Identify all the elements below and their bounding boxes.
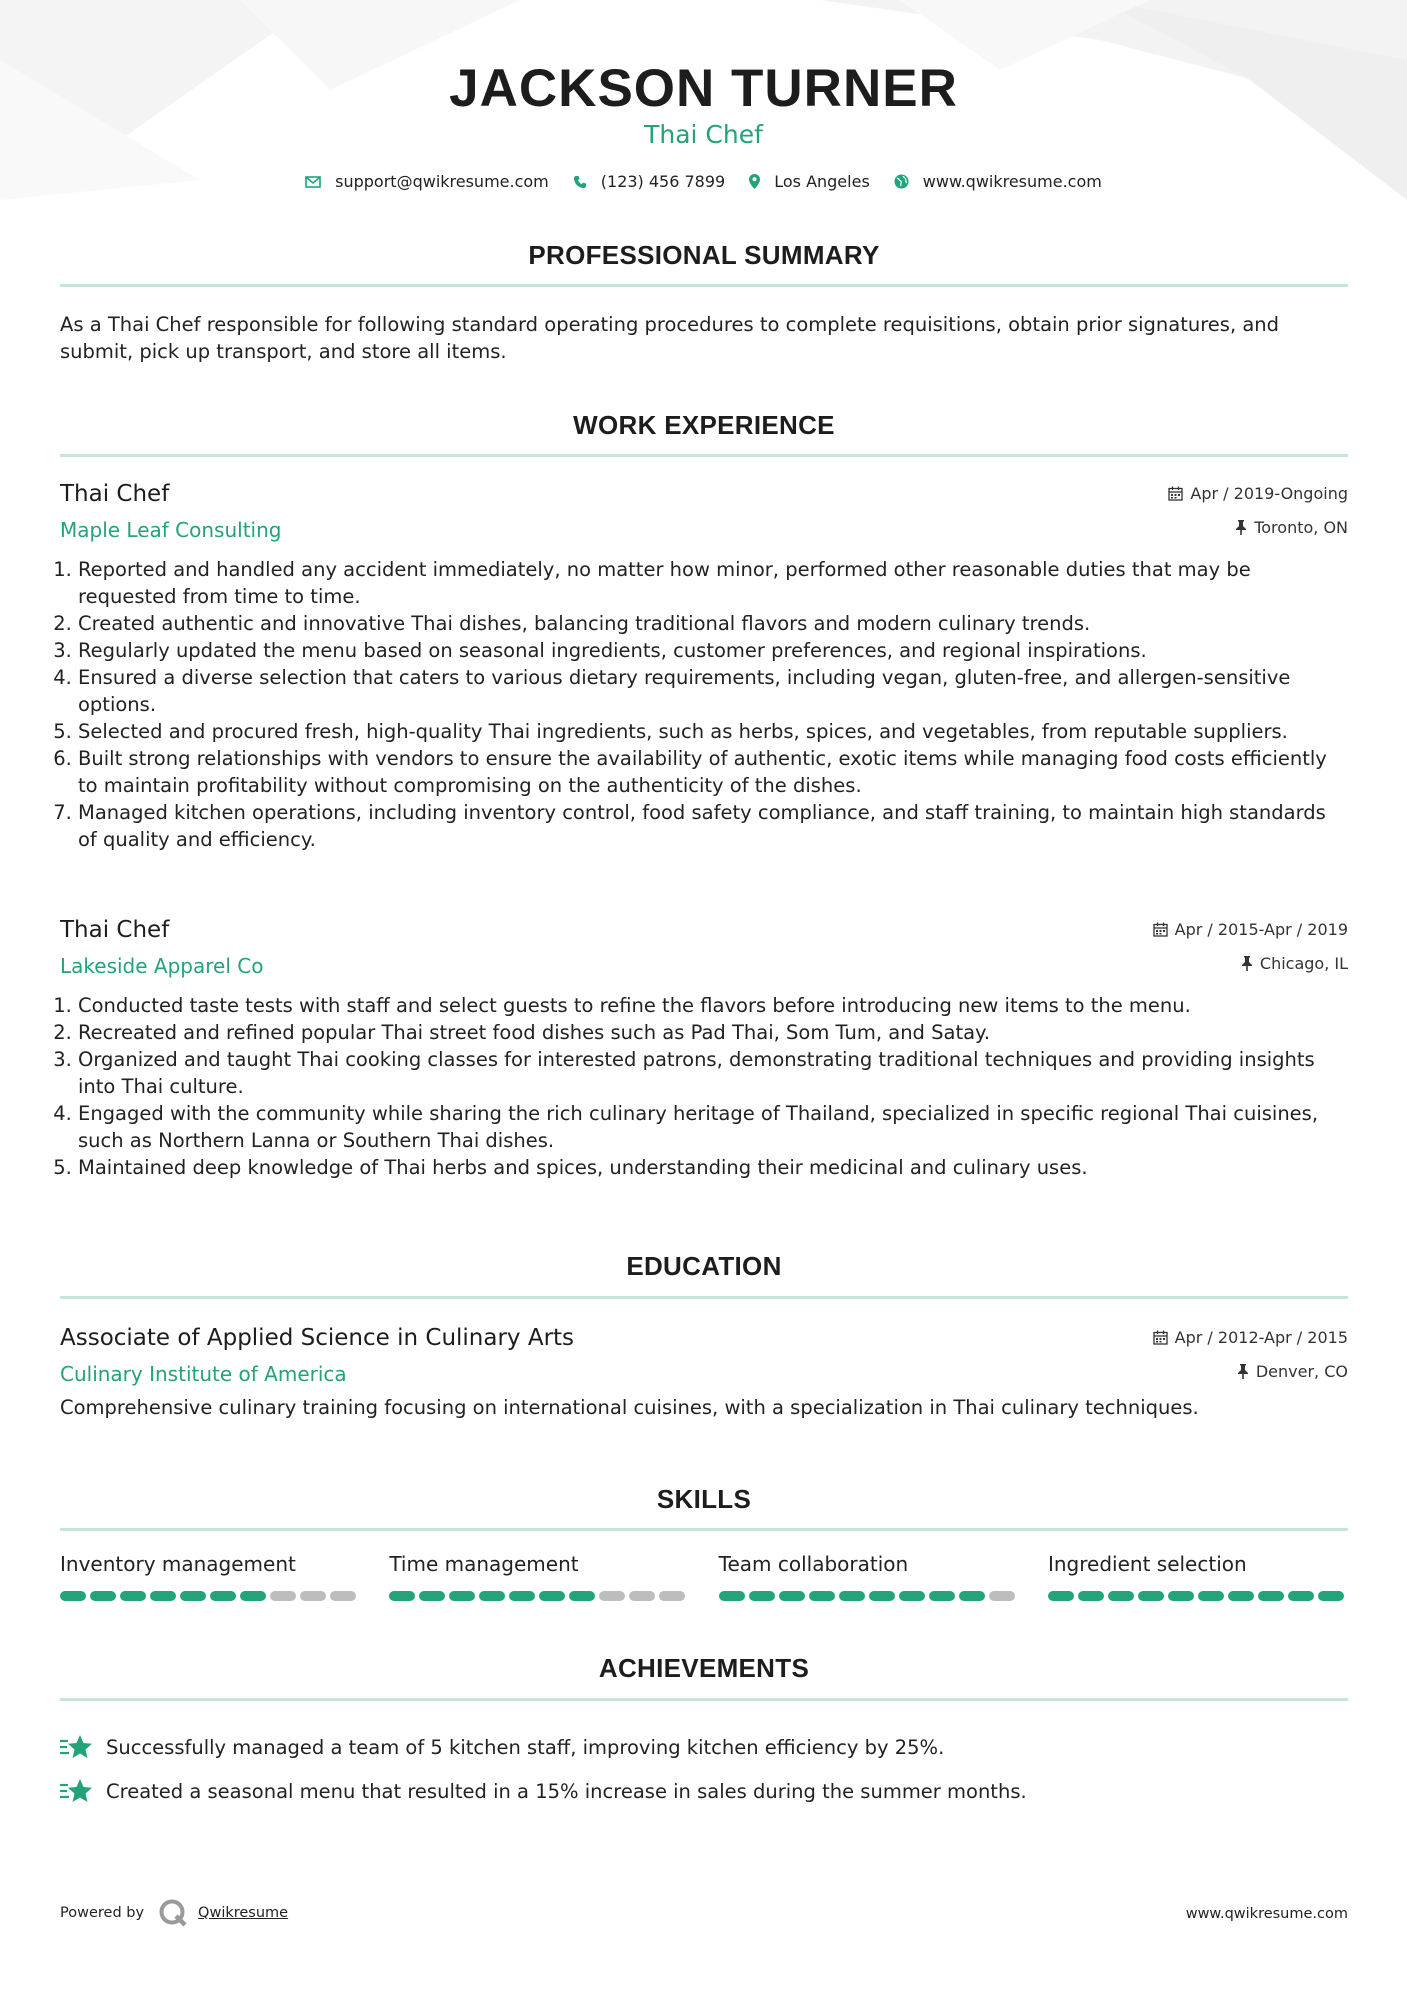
skill-dot-filled: [569, 1591, 595, 1601]
contact-website-text: www.qwikresume.com: [922, 172, 1102, 191]
skill-item: [1048, 1552, 1348, 1601]
phone-icon: [573, 175, 587, 189]
job-company: Maple Leaf Consulting: [60, 518, 282, 542]
job-title: Thai Chef: [60, 917, 170, 943]
education-date-text: Apr / 2012-Apr / 2015: [1174, 1328, 1348, 1347]
education-divider: [60, 1296, 1348, 1299]
contact-location-text: Los Angeles: [774, 172, 870, 191]
job-bullet: 6. Built strong relationships with vendors to ensure the availability of authentic, exotic items while managing food costs efficiently to maintain profitability without compromising on the authenticity of the dishes.: [78, 745, 1348, 799]
skill-dot-filled: [389, 1591, 415, 1601]
job-location-text: Toronto, ON: [1254, 518, 1348, 537]
job-bullet: 5. Maintained deep knowledge of Thai herbs and spices, understanding their medicinal and culinary uses.: [78, 1154, 1348, 1181]
skill-dot-filled: [719, 1591, 745, 1601]
skill-dot-filled: [1288, 1591, 1314, 1601]
skill-dot-filled: [60, 1591, 86, 1601]
contact-bar: [0, 172, 1407, 191]
calendar-icon: [1153, 1330, 1168, 1345]
job-location-text: Chicago, IL: [1259, 954, 1348, 973]
job-title: Thai Chef: [60, 481, 170, 507]
work-section-title: WORK EXPERIENCE: [573, 410, 835, 440]
skill-dot-filled: [959, 1591, 985, 1601]
job-location: [1235, 518, 1348, 537]
job-location: [1241, 954, 1348, 973]
contact-website[interactable]: [894, 172, 1102, 191]
job-entry-1: [60, 476, 1348, 853]
achievement-item: [60, 1725, 1348, 1769]
skills-section-title: SKILLS: [656, 1484, 752, 1514]
skill-dot-empty: [989, 1591, 1015, 1601]
skill-dot-filled: [90, 1591, 116, 1601]
skill-dot-filled: [899, 1591, 925, 1601]
job-date: [1153, 920, 1348, 939]
calendar-icon: [1168, 486, 1183, 501]
skill-name: Team collaboration: [718, 1552, 909, 1576]
summary-section-title: PROFESSIONAL SUMMARY: [528, 240, 880, 270]
skill-rating: [389, 1591, 689, 1601]
education-location: [1237, 1362, 1348, 1381]
skill-dot-filled: [150, 1591, 176, 1601]
skill-dot-filled: [1078, 1591, 1104, 1601]
skill-rating: [1048, 1591, 1348, 1601]
envelope-icon: [305, 176, 321, 188]
skill-dot-empty: [629, 1591, 655, 1601]
job-date-text: Apr / 2015-Apr / 2019: [1174, 920, 1348, 939]
candidate-role: Thai Chef: [644, 120, 763, 149]
contact-location: [749, 172, 870, 191]
skills-divider: [60, 1528, 1348, 1531]
job-bullet: 4. Ensured a diverse selection that caters to various dietary requirements, including vegan, gluten-free, and allergen-sensitive options.: [78, 664, 1348, 718]
skill-rating: [60, 1591, 360, 1601]
skill-rating: [719, 1591, 1019, 1601]
skill-dot-filled: [180, 1591, 206, 1601]
job-bullet: 1. Reported and handled any accident immediately, no matter how minor, performed other reasonable duties that may be requested from time to time.: [78, 556, 1348, 610]
contact-email-text: support@qwikresume.com: [335, 172, 549, 191]
calendar-icon: [1153, 922, 1168, 937]
powered-by-label: Powered by: [60, 1905, 145, 1921]
achievement-item: [60, 1769, 1348, 1813]
education-degree: Associate of Applied Science in Culinary Arts: [60, 1325, 575, 1351]
contact-phone-text: (123) 456 7899: [600, 172, 726, 191]
work-divider: [60, 454, 1348, 457]
contact-phone[interactable]: [573, 172, 725, 191]
skill-dot-filled: [869, 1591, 895, 1601]
job-bullet-list: [60, 556, 1348, 853]
skill-dot-filled: [839, 1591, 865, 1601]
star-icon: [60, 1733, 94, 1761]
achievements-section-title: ACHIEVEMENTS: [598, 1653, 810, 1683]
job-bullet: 3. Regularly updated the menu based on seasonal ingredients, customer preferences, and regional inspirations.: [78, 637, 1348, 664]
job-entry-2: [60, 912, 1348, 1181]
skill-dot-filled: [1138, 1591, 1164, 1601]
summary-divider: [60, 284, 1348, 287]
footer-website[interactable]: www.qwikresume.com: [1185, 1906, 1348, 1922]
job-bullet: 1. Conducted taste tests with staff and select guests to refine the flavors before introducing new items to the menu.: [78, 992, 1348, 1019]
job-bullet: 4. Engaged with the community while sharing the rich culinary heritage of Thailand, specialized in specific regional Thai cuisines, such as Northern Lanna or Southern Thai dishes.: [78, 1100, 1348, 1154]
star-icon: [60, 1777, 94, 1805]
job-bullet: 7. Managed kitchen operations, including inventory control, food safety compliance, and staff training, to maintain high standards of quality and efficiency.: [78, 799, 1348, 853]
achievement-text: Successfully managed a team of 5 kitchen staff, improving kitchen efficiency by 25%.: [106, 1735, 945, 1759]
globe-icon: [894, 174, 909, 189]
summary-text: As a Thai Chef responsible for following standard operating procedures to complete requisitions, obtain prior signatures, and submit, pick up transport, and store all items.: [60, 313, 1280, 363]
education-entry: [60, 1320, 1348, 1421]
skill-dot-filled: [1318, 1591, 1344, 1601]
skill-dot-filled: [809, 1591, 835, 1601]
skill-dot-filled: [509, 1591, 535, 1601]
skill-item: [719, 1552, 1019, 1601]
achievements-list: [60, 1725, 1348, 1813]
skill-dot-filled: [779, 1591, 805, 1601]
job-date-text: Apr / 2019-Ongoing: [1190, 484, 1348, 503]
skill-item: [60, 1552, 360, 1601]
education-location-text: Denver, CO: [1255, 1362, 1348, 1381]
pushpin-icon: [1241, 956, 1253, 971]
skill-dot-empty: [330, 1591, 356, 1601]
job-bullet: 5. Selected and procured fresh, high-quality Thai ingredients, such as herbs, spices, and vegetables, from reputable suppliers.: [78, 718, 1348, 745]
job-bullet: 3. Organized and taught Thai cooking classes for interested patrons, demonstrating traditional techniques and providing insights into Thai culture.: [78, 1046, 1348, 1100]
skill-item: [389, 1552, 689, 1601]
skill-name: Inventory management: [60, 1552, 296, 1576]
skill-dot-filled: [1108, 1591, 1134, 1601]
skill-dot-empty: [300, 1591, 326, 1601]
skill-dot-filled: [479, 1591, 505, 1601]
skill-name: Time management: [389, 1552, 579, 1576]
qwikresume-logo-icon: [158, 1898, 188, 1928]
skill-dot-empty: [599, 1591, 625, 1601]
job-company: Lakeside Apparel Co: [60, 954, 264, 978]
map-pin-icon: [749, 174, 760, 189]
skill-dot-filled: [120, 1591, 146, 1601]
skill-dot-filled: [210, 1591, 236, 1601]
skill-dot-empty: [270, 1591, 296, 1601]
qwikresume-link[interactable]: Qwikresume: [198, 1905, 289, 1921]
skill-dot-filled: [1168, 1591, 1194, 1601]
skill-name: Ingredient selection: [1047, 1552, 1247, 1576]
skill-dot-filled: [419, 1591, 445, 1601]
pushpin-icon: [1237, 1364, 1249, 1379]
achievements-divider: [60, 1698, 1348, 1701]
skill-dot-filled: [1198, 1591, 1224, 1601]
skill-dot-filled: [1048, 1591, 1074, 1601]
education-description: Comprehensive culinary training focusing on international cuisines, with a specialization in Thai culinary techniques.: [60, 1396, 1199, 1419]
skill-dot-filled: [749, 1591, 775, 1601]
education-school: Culinary Institute of America: [60, 1362, 347, 1386]
candidate-name: JACKSON TURNER: [449, 59, 958, 118]
footer-powered-by: [60, 1898, 288, 1928]
skill-dot-filled: [449, 1591, 475, 1601]
achievement-text: Created a seasonal menu that resulted in a 15% increase in sales during the summer months.: [106, 1779, 1027, 1803]
job-bullet: 2. Created authentic and innovative Thai dishes, balancing traditional flavors and modern culinary trends.: [78, 610, 1348, 637]
skill-dot-filled: [929, 1591, 955, 1601]
skills-list: [60, 1552, 1348, 1601]
contact-email[interactable]: [305, 172, 549, 191]
skill-dot-filled: [1228, 1591, 1254, 1601]
job-bullet: 2. Recreated and refined popular Thai street food dishes such as Pad Thai, Som Tum, and Satay.: [78, 1019, 1348, 1046]
education-section-title: EDUCATION: [626, 1251, 782, 1281]
education-date: [1153, 1328, 1348, 1347]
job-date: [1168, 484, 1348, 503]
skill-dot-filled: [1258, 1591, 1284, 1601]
pushpin-icon: [1235, 520, 1247, 535]
skill-dot-filled: [539, 1591, 565, 1601]
skill-dot-filled: [240, 1591, 266, 1601]
job-bullet-list: [60, 992, 1348, 1181]
skill-dot-empty: [659, 1591, 685, 1601]
